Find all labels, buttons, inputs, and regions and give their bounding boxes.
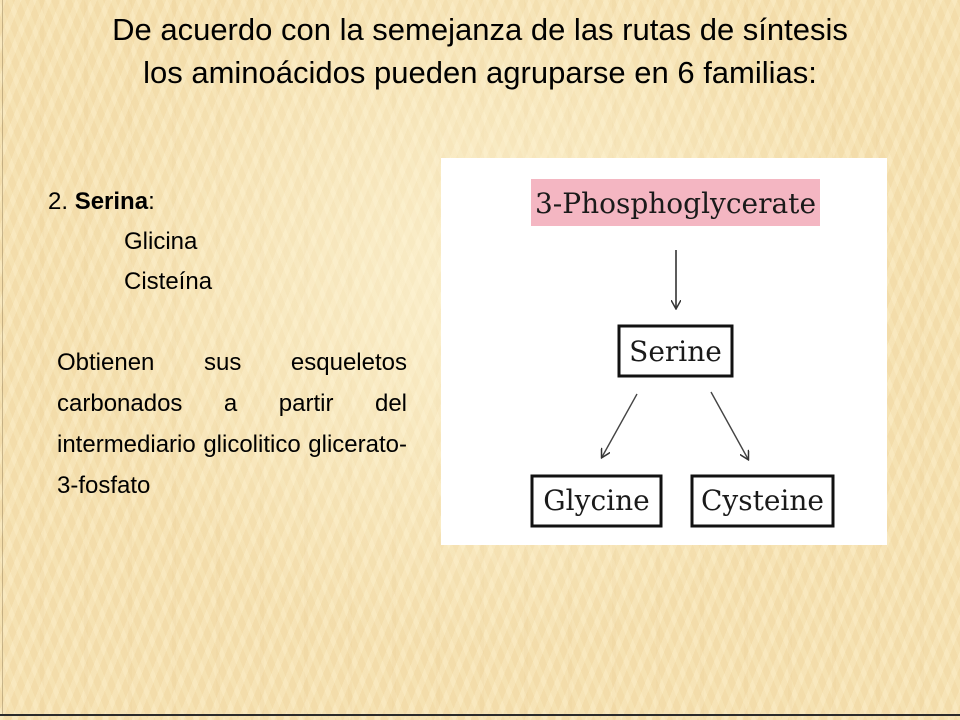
node-glycine xyxy=(532,476,661,526)
arrow-serine-to-cysteine xyxy=(711,392,748,459)
pathway-svg xyxy=(441,158,887,545)
node-3-phosphoglycerate xyxy=(531,179,820,226)
family-name: Serina xyxy=(74,188,149,215)
node-glycine-label: Glycine xyxy=(543,484,650,517)
family-description: Obtienen sus esqueletos carbonados a partir del intermediario glicolitico glicerato-3-fosfato xyxy=(57,349,407,499)
family-member-glycine: Glicina xyxy=(124,228,198,255)
node-serine xyxy=(619,326,732,376)
slide-title-line-1: De acuerdo con la semejanza de las rutas de síntesis xyxy=(112,12,848,47)
family-member-cysteine: Cisteína xyxy=(124,268,213,295)
amino-acid-family xyxy=(48,182,212,302)
family-number: 2. xyxy=(48,188,69,215)
family-members xyxy=(48,222,212,302)
slide-bottom-border xyxy=(0,714,960,716)
node-3-phosphoglycerate-label: 3-Phosphoglycerate xyxy=(534,187,817,220)
family-heading xyxy=(48,182,212,222)
node-cysteine-label: Cysteine xyxy=(701,484,824,517)
slide-title xyxy=(0,8,960,94)
serine-pathway-diagram xyxy=(441,158,887,545)
node-cysteine xyxy=(692,476,833,526)
slide-left-edge xyxy=(2,0,3,716)
slide-title-line-2: los aminoácidos pueden agruparse en 6 familias: xyxy=(143,55,817,90)
family-colon: : xyxy=(148,188,155,215)
arrow-serine-to-glycine xyxy=(602,394,637,457)
node-serine-label: Serine xyxy=(629,335,722,368)
